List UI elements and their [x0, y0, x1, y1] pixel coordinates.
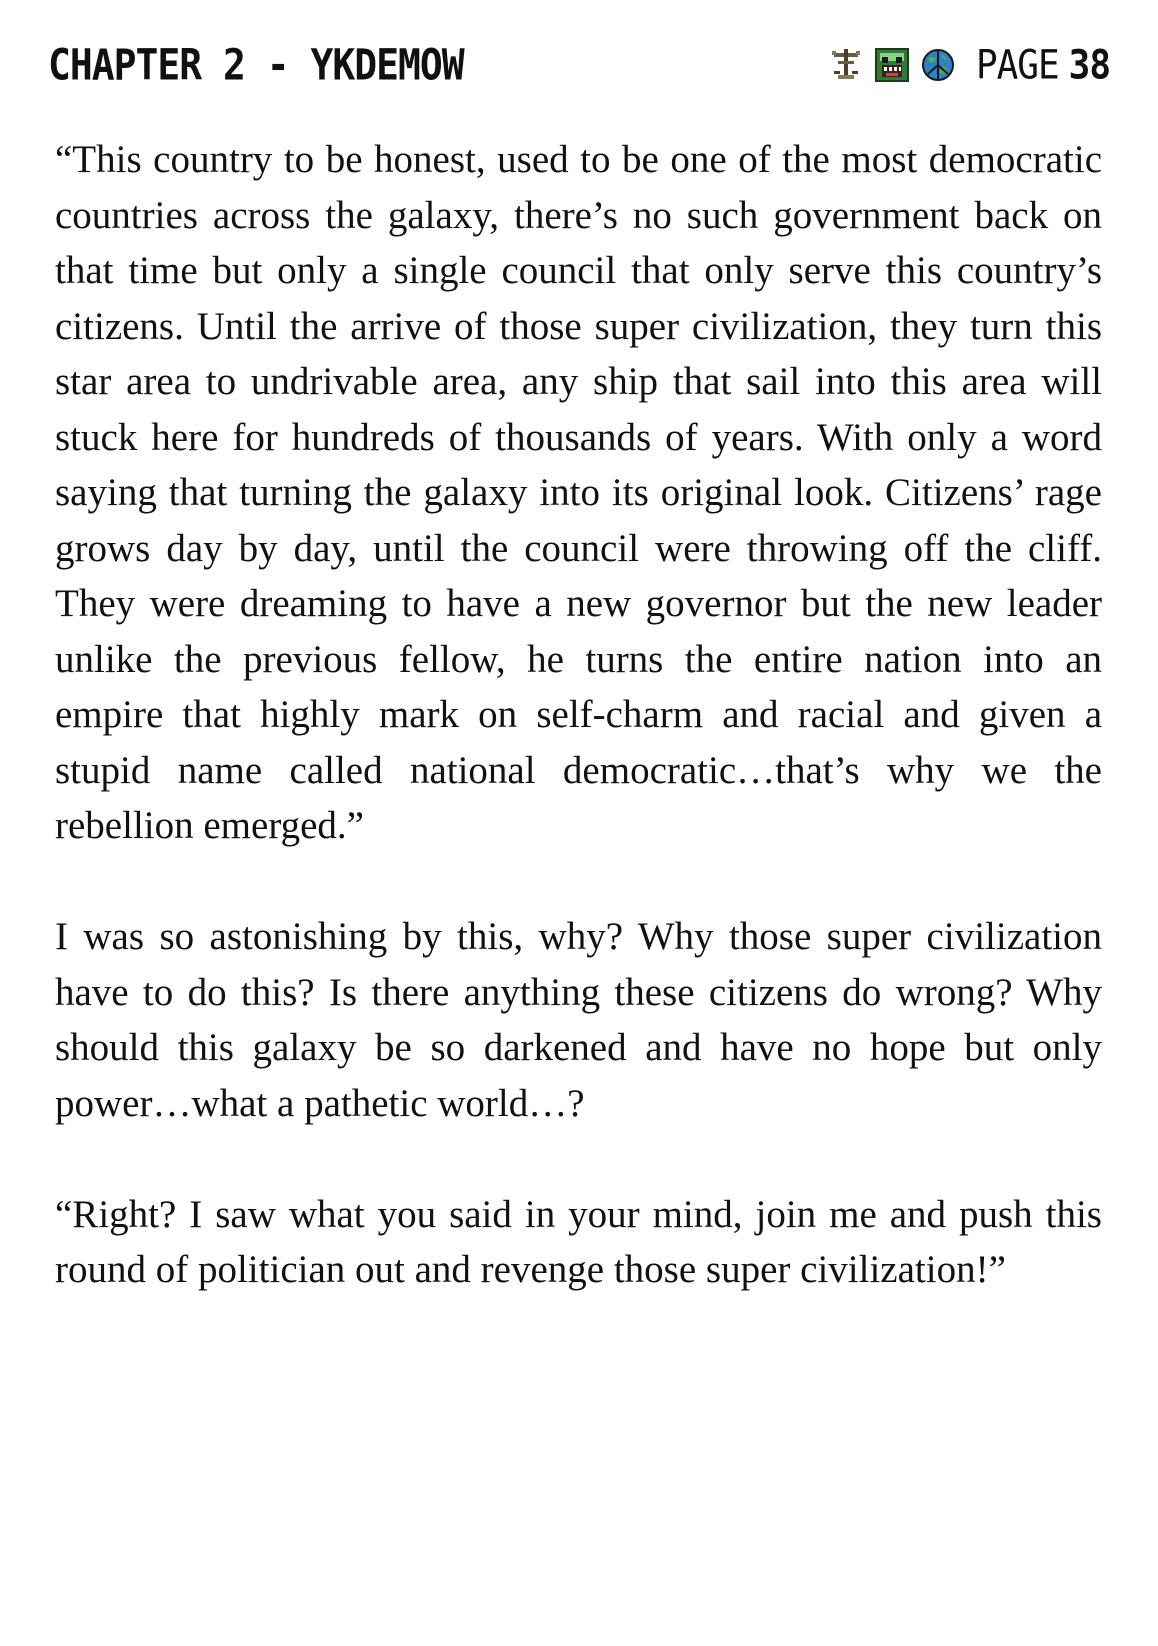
- paragraph: “Right? I saw what you said in your mind, join me and push this round of politician out and revenge those super civilization!”: [55, 1192, 1102, 1291]
- page-label: PAGE: [975, 42, 1059, 88]
- chapter-title: CHAPTER 2 - YKDEMOW: [48, 40, 464, 90]
- page-number: 38: [1068, 42, 1110, 88]
- paragraph: I was so astonishing by this, why? Why those super civilization have to do this? Is there anything these citizens do wrong? Why should this galaxy be so darkened and have no hope but only power…what a pathetic world…?: [55, 915, 1102, 1125]
- page-header: [48, 40, 1110, 90]
- anchor-icon: [828, 47, 864, 83]
- header-right: [828, 42, 1110, 88]
- body-text: [55, 132, 1102, 1353]
- creeper-face-icon: [874, 47, 910, 83]
- peace-globe-icon: [920, 47, 956, 83]
- paragraph: “This country to be honest, used to be one of the most democratic countries across the galaxy, there’s no such government back on that time but only a single council that only serve this country’s citizens. Until the arrive of those super civilization, they turn this star area to undrivable area, any ship that sail into this area will stuck here for hundreds of thousands of years. With only a word saying that turning the galaxy into its original look. Citizens’ rage grows day by day, until the council were throwing off the cliff. They were dreaming to have a new governor but the new leader unlike the previous fellow, he turns the entire nation into an empire that highly mark on self-charm and racial and given a stupid name called national democratic…that’s why we the rebellion emerged.”: [55, 138, 1102, 847]
